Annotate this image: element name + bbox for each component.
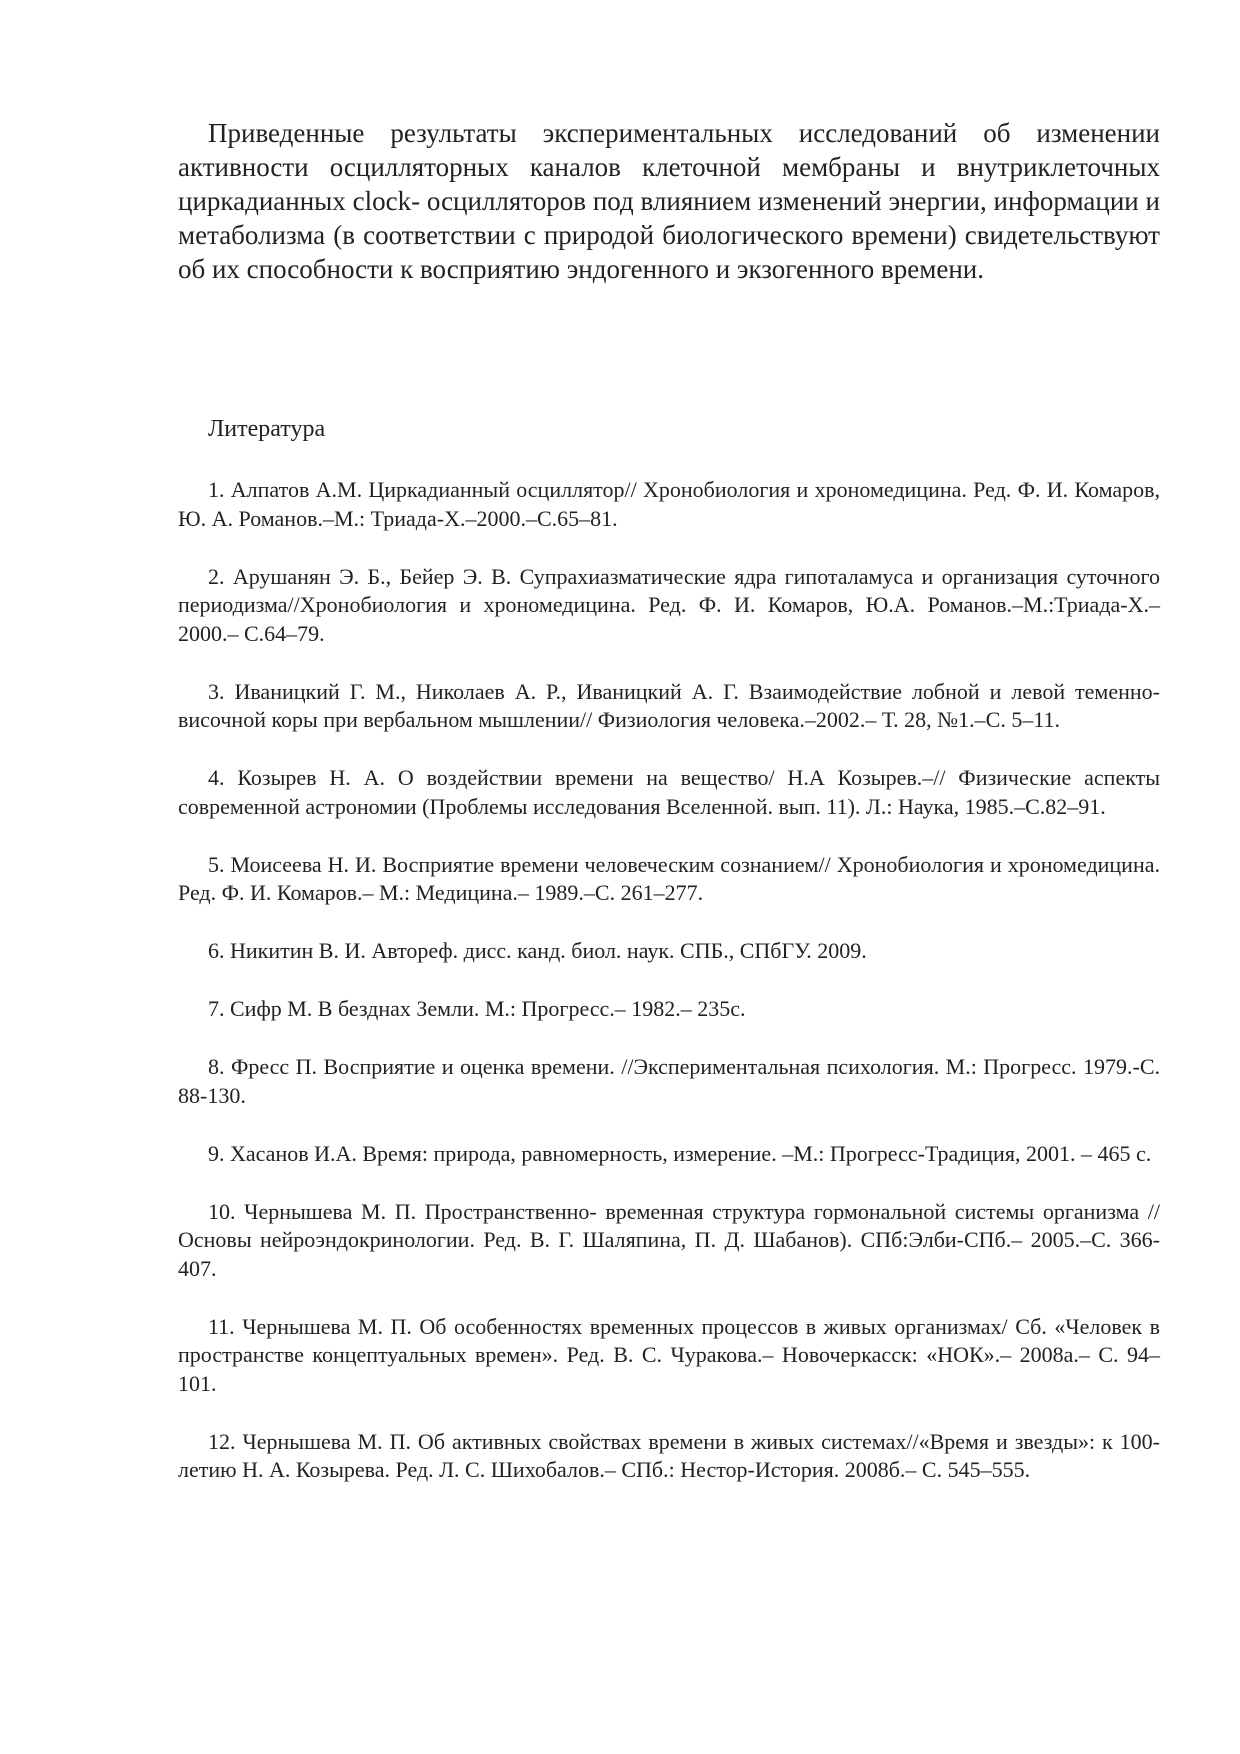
reference-item: 3. Иваницкий Г. М., Николаев А. Р., Иваницкий А. Г. Взаимодействие лобной и левой теменно-височной коры при вербальном мышлении// Физиология человека.–2002.– Т. 28, №1.–С. 5–11. [178, 678, 1160, 732]
intro-paragraph: Приведенные результаты экспериментальных исследований об изменении активности осцилляторных каналов клеточной мембраны и внутриклеточных циркадианных clock- осцилляторов под влиянием изменений энергии, информации и метаболизма (в соответствии с природой биологического времени) свидетельствуют об их способности к восприятию эндогенного и экзогенного времени. [178, 118, 1160, 284]
references-heading: Литература [208, 416, 326, 442]
reference-item: 8. Фресс П. Восприятие и оценка времени. //Экспериментальная психология. М.: Прогресс. 1979.-С. 88-130. [178, 1054, 1160, 1108]
references-list [178, 476, 1160, 1485]
reference-item: 7. Сифр М. В безднах Земли. М.: Прогресс.– 1982.– 235с. [208, 996, 746, 1021]
reference-item: 6. Никитин В. И. Автореф. дисс. канд. биол. наук. СПБ., СПбГУ. 2009. [208, 938, 867, 963]
reference-item: 11. Чернышева М. П. Об особенностях временных процессов в живых организмах/ Сб. «Человек в пространстве концептуальных времен». Ред. В. С. Чуракова.– Новочеркасск: «НОК».– 2008а.– С. 94–101. [178, 1313, 1160, 1396]
reference-item: 12. Чернышева М. П. Об активных свойствах времени в живых системах//«Время и звезды»: к 100-летию Н. А. Козырева. Ред. Л. С. Шихобалов.– СПб.: Нестор-История. 2008б.– С. 545–555. [178, 1428, 1160, 1482]
reference-item: 10. Чернышева М. П. Пространственно- временная структура гормональной системы организма // Основы нейроэндокринологии. Ред. В. Г. Шаляпина, П. Д. Шабанов). СПб:Элби-СПб.– 2005.–С. 366-407. [178, 1198, 1160, 1281]
reference-item: 4. Козырев Н. А. О воздействии времени на вещество/ Н.А Козырев.–// Физические аспекты современной астрономии (Проблемы исследования Вселенной. вып. 11). Л.: Наука, 1985.–С.82–91. [178, 765, 1160, 819]
reference-item: 9. Хасанов И.А. Время: природа, равномерность, измерение. –М.: Прогресс-Традиция, 2001. – 465 с. [208, 1140, 1152, 1166]
reference-item: 5. Моисеева Н. И. Восприятие времени человеческим сознанием// Хронобиология и хрономедицина. Ред. Ф. И. Комаров.– М.: Медицина.– 1989.–С. 261–277. [178, 851, 1160, 905]
reference-item: 2. Арушанян Э. Б., Бейер Э. В. Супрахиазматические ядра гипоталамуса и организация суточного периодизма//Хронобиология и хрономедицина. Ред. Ф. И. Комаров, Ю.А. Романов.–М.:Триада-Х.–2000.– С.64–79. [178, 563, 1160, 646]
reference-item: 1. Алпатов А.М. Циркадианный осциллятор// Хронобиология и хрономедицина. Ред. Ф. И. Комаров, Ю. А. Романов.–М.: Триада-Х.–2000.–С.65–81. [178, 477, 1160, 531]
